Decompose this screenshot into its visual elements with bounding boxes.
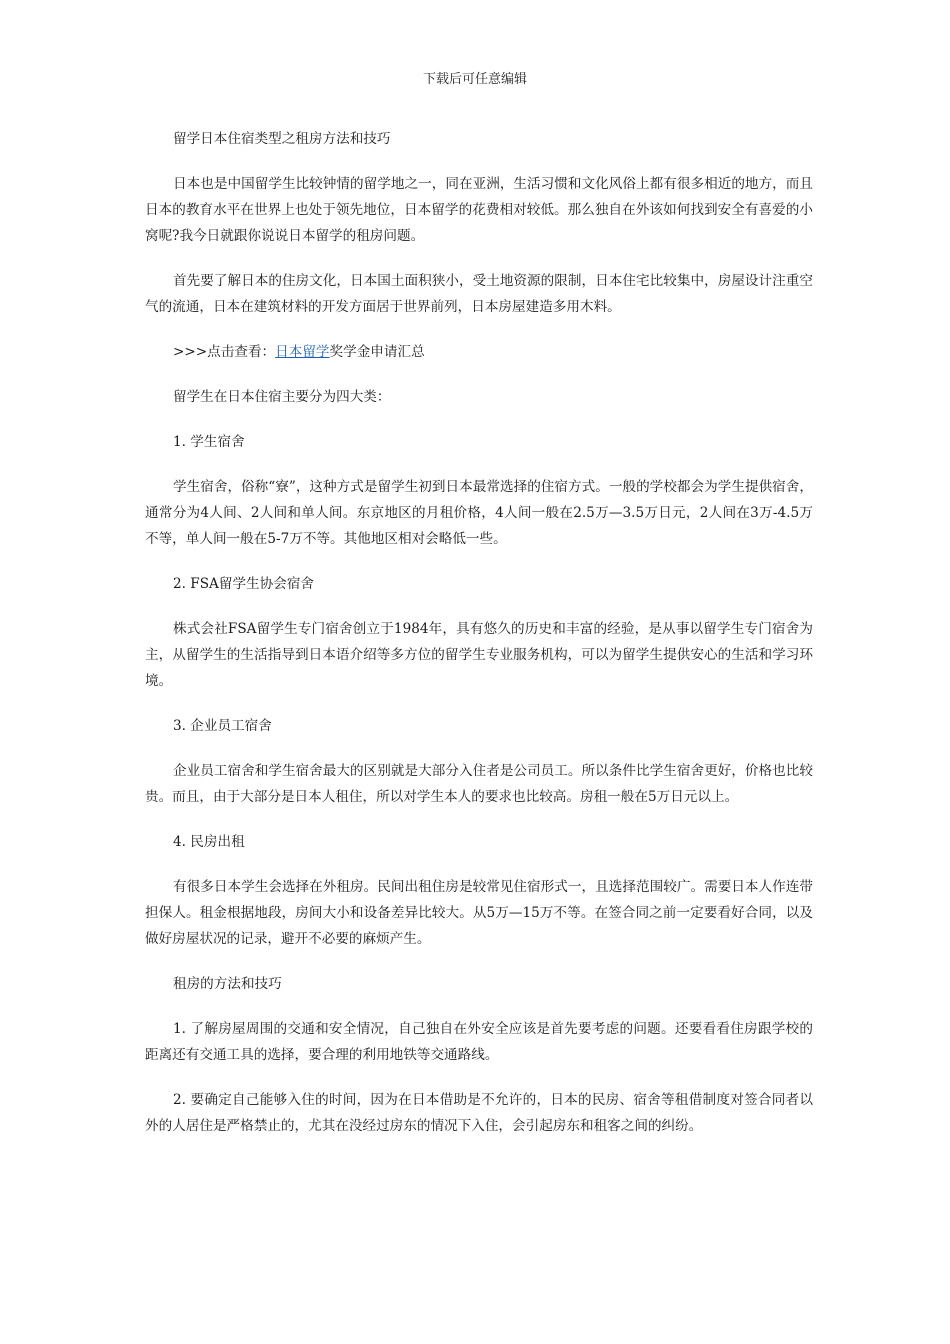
fsa-dorm-paragraph: 株式会社FSA留学生专门宿舍创立于1984年，具有悠久的历史和丰富的经验，是从事以留学生专门宿舍为主，从留学生的生活指导到日本语介绍等多方位的留学生专业服务机构，可以为留学生提供安心的生活和学习环境。	[145, 621, 813, 689]
link-prefix: >>>点击查看：	[173, 344, 276, 360]
culture-paragraph: 首先要了解日本的住房文化，日本国土面积狭小，受土地资源的限制，日本住宅比较集中，房屋设计注重空气的流通，日本在建筑材料的开发方面居于世界前列，日本房屋建造多用木料。	[145, 273, 813, 315]
tip-1: 1. 了解房屋周围的交通和安全情况，自己独自在外安全应该是首先要考虑的问题。还要看看住房跟学校的距离还有交通工具的选择，要合理的利用地铁等交通路线。	[145, 1021, 813, 1063]
link-line	[145, 339, 813, 365]
heading-student-dorm: 1. 学生宿舍	[173, 434, 245, 450]
student-dorm-paragraph: 学生宿舍，俗称“寮”，这种方式是留学生初到日本最常选择的住宿方式。一般的学校都会为学生提供宿舍，通常分为4人间、2人间和单人间。东京地区的月租价格，4人间一般在2.5万—3.5万日元，2人间在3万-4.5万不等，单人间一般在5-7万不等。其他地区相对会略低一些。	[145, 479, 813, 547]
private-rental-paragraph: 有很多日本学生会选择在外租房。民间出租住房是较常见住宿形式一，且选择范围较广。需要日本人作连带担保人。租金根据地段，房间大小和设备差异比较大。从5万—15万不等。在签合同之前一定要看好合同，以及做好房屋状况的记录，避开不必要的麻烦产生。	[145, 879, 813, 947]
tips-title: 租房的方法和技巧	[173, 976, 282, 992]
link-suffix: 奖学金申请汇总	[329, 344, 425, 360]
japan-study-link[interactable]: 日本留学	[275, 344, 330, 360]
intro-paragraph: 日本也是中国留学生比较钟情的留学地之一，同在亚洲，生活习惯和文化风俗上都有很多相近的地方，而且日本的教育水平在世界上也处于领先地位，日本留学的花费相对较低。那么独自在外该如何找到安全有喜爱的小窝呢?我今日就跟你说说日本留学的租房问题。	[145, 176, 813, 244]
article-body	[145, 126, 813, 1158]
company-dorm-paragraph: 企业员工宿舍和学生宿舍最大的区别就是大部分入住者是公司员工。所以条件比学生宿舍更好，价格也比较贵。而且，由于大部分是日本人租住，所以对学生本人的要求也比较高。房租一般在5万日元以上。	[145, 763, 813, 805]
heading-fsa-dorm: 2. FSA留学生协会宿舍	[173, 576, 315, 592]
article-title: 留学日本住宿类型之租房方法和技巧	[173, 131, 391, 147]
heading-private-rental: 4. 民房出租	[173, 834, 245, 850]
categories-intro: 留学生在日本住宿主要分为四大类：	[173, 389, 391, 405]
tip-2: 2. 要确定自己能够入住的时间，因为在日本借助是不允许的，日本的民房、宿舍等租借制度对签合同者以外的人居住是严格禁止的，尤其在没经过房东的情况下入住，会引起房东和租客之间的纠纷。	[145, 1092, 813, 1134]
page-header: 下载后可任意编辑	[422, 72, 527, 87]
heading-company-dorm: 3. 企业员工宿舍	[173, 718, 272, 734]
